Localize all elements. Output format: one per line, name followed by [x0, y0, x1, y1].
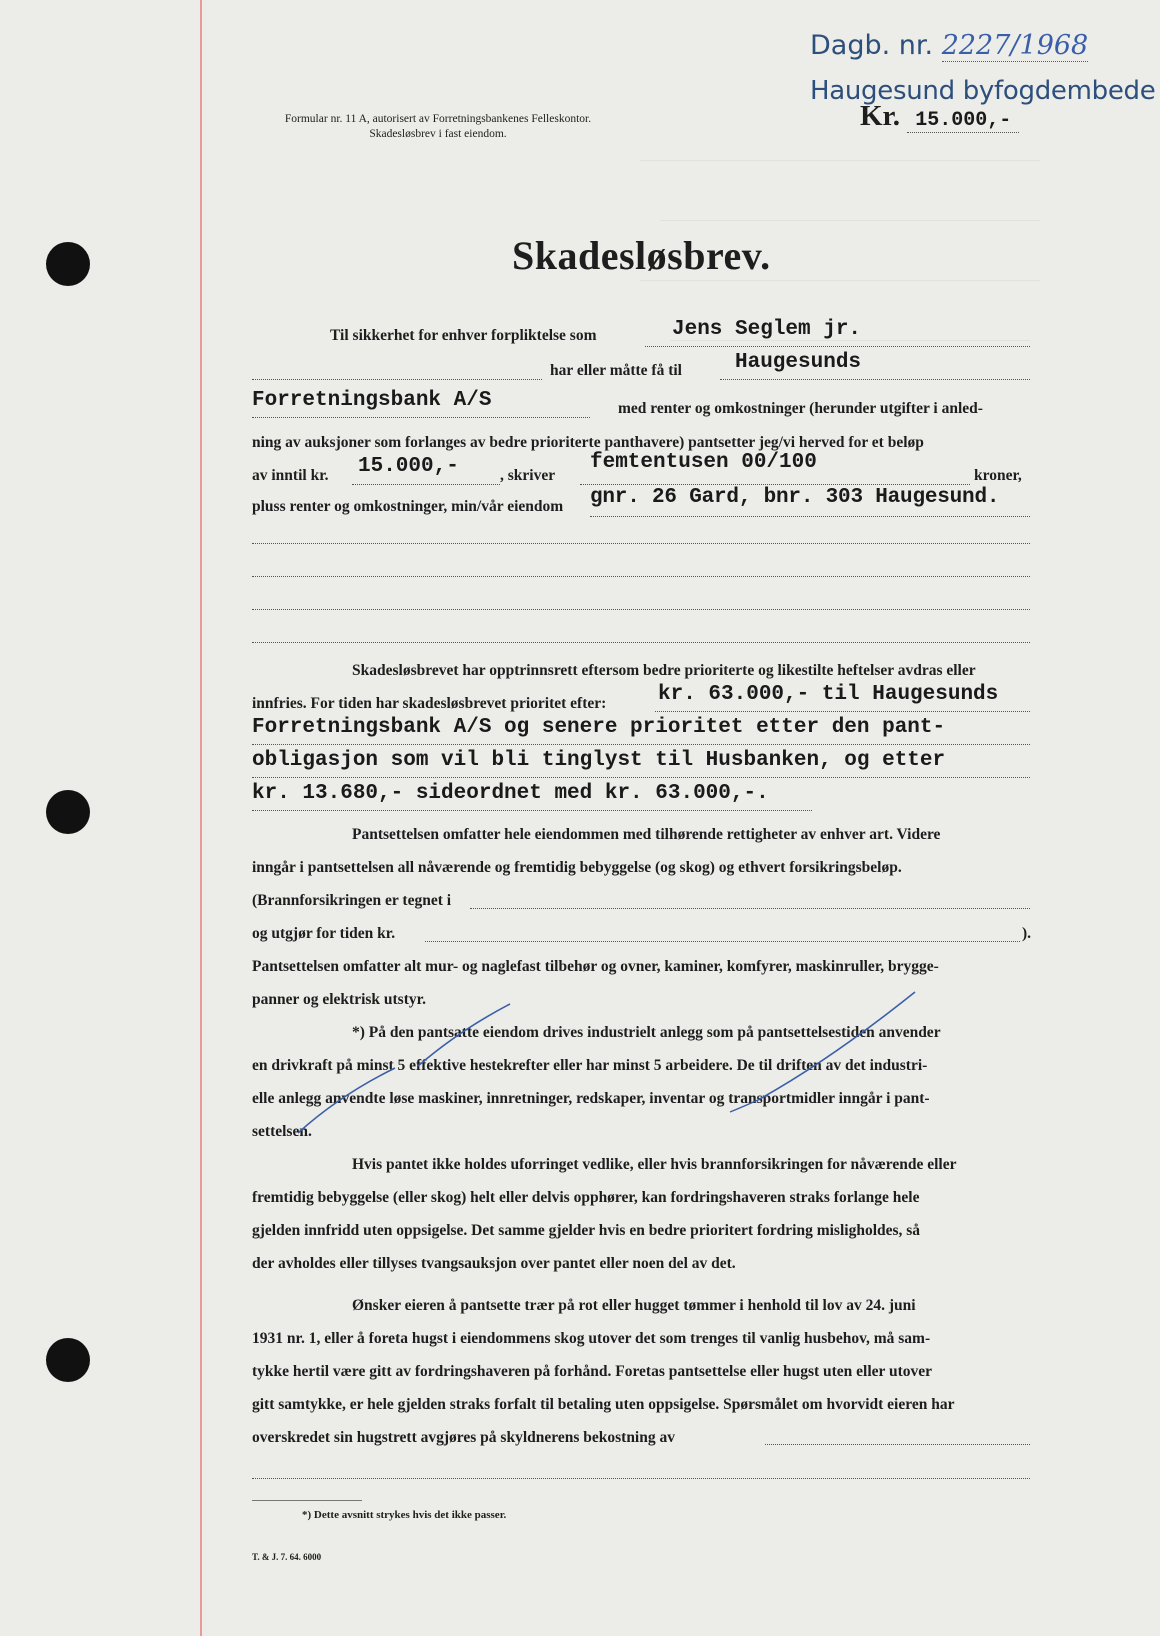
maintenance-line1: Hvis pantet ikke holdes uforringet vedlike, eller hvis brannforsikringen for nåværende eller: [352, 1156, 957, 1173]
bank-name-part1: Haugesunds: [735, 351, 862, 374]
property-label: pluss renter og omkostninger, min/vår eiendom: [252, 498, 564, 515]
priority-typed-2: Forretningsbank A/S og senere prioritet etter den pant-: [252, 716, 946, 739]
writes-label: , skriver: [500, 467, 556, 484]
formular-number: Formular nr. 11 A, autorisert av Forretningsbankenes Felleskontor.: [284, 113, 592, 125]
court-name: Haugesund byfogdembede: [810, 76, 1156, 106]
industrial-line2: en drivkraft på minst 5 effektive hestekrefter eller har minst 5 arbeidere. De til driften av det industri-: [252, 1057, 928, 1074]
creditor-name: Jens Seglem jr.: [672, 318, 862, 341]
forest-line1: Ønsker eieren å pantsette trær på rot eller hugget tømmer i henhold til lov av 24. juni: [352, 1297, 916, 1314]
priority-typed-1: kr. 63.000,- til Haugesunds: [658, 683, 999, 706]
pen-stroke: [418, 1004, 510, 1066]
pledge-line1: Pantsettelsen omfatter hele eiendommen med tilhørende rettigheter av enhver art. Videre: [352, 826, 941, 843]
recipient-label: har eller måtte få til: [550, 362, 682, 379]
form-type: Skadesløsbrev i fast eiendom.: [369, 128, 507, 140]
fixtures-clause: Pantsettelsen omfatter alt mur- og naglefast tilbehør og ovner, kaminer, komfyrer, maskinruller, brygge-: [252, 958, 939, 975]
pen-stroke: [758, 992, 915, 1100]
diary-number: 2227/1968: [941, 30, 1089, 61]
fire-insurance-label: (Brannforsikringen er tegnet i: [252, 892, 452, 909]
footnote-rule: [252, 1500, 362, 1501]
pledge-line2: inngår i pantsettelsen all nåværende og fremtidig bebyggelse (og skog) og ethvert forsikringsbeløp.: [252, 859, 902, 876]
forest-line3: tykke hertil være gitt av fordringshaveren på forhånd. Foretas pantsettelse eller hugst uten eller utover: [252, 1363, 933, 1380]
printer-code: T. & J. 7. 64. 6000: [252, 1552, 322, 1562]
amount-digits: 15.000,-: [358, 455, 459, 478]
industrial-line4: settelsen.: [252, 1123, 312, 1140]
stamp-amount: 15.000,-: [907, 109, 1019, 133]
forest-line4: gitt samtykke, er hele gjelden straks forfalt til betaling uten oppsigelse. Spørsmålet om hvorvidt eieren har: [252, 1396, 955, 1413]
document-title: Skadesløsbrev.: [512, 233, 771, 278]
footnote: *) Dette avsnitt strykes hvis det ikke passer.: [302, 1509, 507, 1521]
forest-line5: overskredet sin hugstrett avgjøres på skyldnerens bekostning av: [252, 1429, 675, 1446]
interest-clause: med renter og omkostninger (herunder utgifter i anled-: [618, 400, 983, 417]
industrial-line3: elle anlegg anvendte løse maskiner, innretninger, redskaper, inventar og transportmidler inngår i pant-: [252, 1090, 930, 1107]
amount-label: av inntil kr.: [252, 467, 329, 484]
property-description: gnr. 26 Gard, bnr. 303 Haugesund.: [590, 486, 1000, 509]
priority-typed-4: kr. 13.680,- sideordnet med kr. 63.000,-.: [252, 782, 769, 805]
maintenance-line3: gjelden innfridd uten oppsigelse. Det samme gjelder hvis en bedre prioritert fordring misligholdes, så: [252, 1222, 921, 1239]
priority-paragraph-line1: Skadesløsbrevet har opptrinnsrett eftersom bedre prioriterte og likestilte heftelser avdras eller: [352, 662, 976, 679]
stamp-amount-label: Kr.: [860, 100, 901, 132]
priority-typed-3: obligasjon som vil bli tinglyst til Husbanken, og etter: [252, 749, 946, 772]
blank-line: [252, 1478, 1030, 1479]
pen-stroke: [730, 1100, 758, 1112]
diary-label: Dagb. nr.: [810, 30, 934, 61]
industrial-line1: *) På den pantsatte eiendom drives industrielt anlegg som på pantsettelsestiden anvender: [352, 1024, 941, 1041]
fixtures-clause-end: panner og elektrisk utstyr.: [252, 991, 426, 1008]
pen-stroke: [298, 1068, 395, 1133]
maintenance-line2: fremtidig bebyggelse (eller skog) helt eller delvis opphører, kan fordringshaveren straks forlange hele: [252, 1189, 920, 1206]
bank-name-part2: Forretningsbank A/S: [252, 389, 492, 412]
priority-label: innfries. For tiden har skadesløsbrevet prioritet efter:: [252, 695, 607, 712]
insured-amount-close: ).: [1022, 925, 1032, 942]
insured-amount-label: og utgjør for tiden kr.: [252, 925, 396, 942]
auction-clause: ning av auksjoner som forlanges av bedre prioriterte panthavere) pantsetter jeg/vi herved for et beløp: [252, 434, 924, 451]
kroner-label: kroner,: [974, 467, 1022, 484]
maintenance-line4: der avholdes eller tillyses tvangsauksjon over pantet eller noen del av det.: [252, 1255, 736, 1272]
security-label: Til sikkerhet for enhver forpliktelse som: [330, 327, 597, 344]
assessor-line: [765, 1444, 1030, 1445]
forest-line2: 1931 nr. 1, eller å foreta hugst i eiendommens skog utover det som trenges til vanlig husbehov, må sam-: [252, 1330, 931, 1347]
amount-words: femtentusen 00/100: [590, 451, 817, 474]
